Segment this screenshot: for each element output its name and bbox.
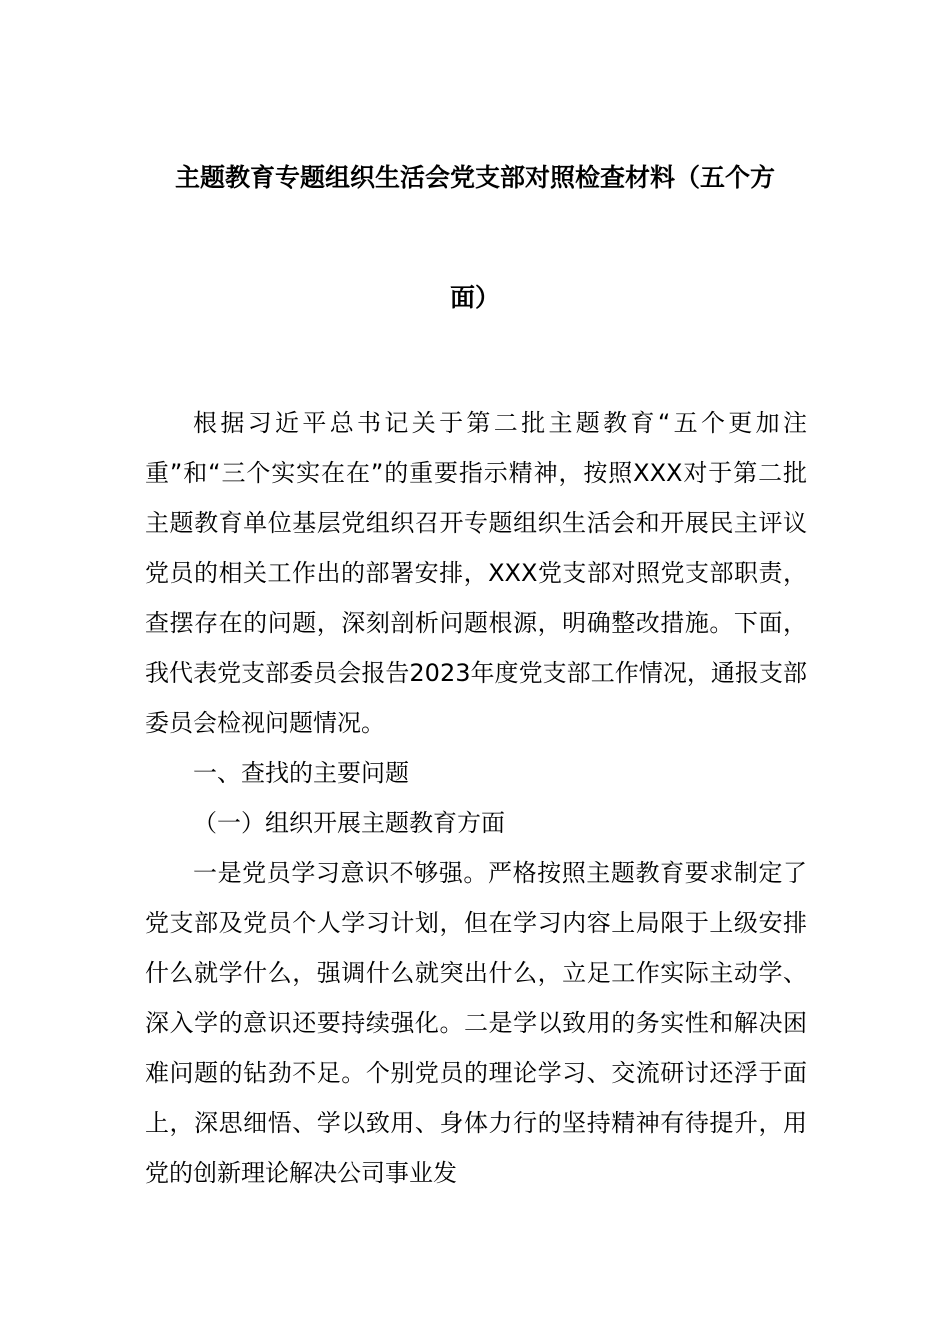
intro-paragraph: 根据习近平总书记关于第二批主题教育“五个更加注重”和“三个实实在在”的重要指示精神，按照XXX对于第二批主题教育单位基层党组织召开专题组织生活会和开展民主评议党员的相关工作出的部署安排，XXX党支部对照党支部职责，查摆存在的问题，深刻剖析问题根源，明确整改措施。下面，我代表党支部委员会报告2023年度党支部工作情况，通报支部委员会检视问题情况。 [145, 409, 807, 737]
subsection-heading: （一）组织开展主题教育方面 [193, 809, 505, 837]
document-body [145, 398, 807, 1198]
document-title-line-1: 主题教育专题组织生活会党支部对照检查材料（五个方 [174, 163, 775, 192]
section-heading: 一、查找的主要问题 [193, 759, 409, 787]
document-title-line-2: 面） [449, 283, 500, 312]
section-paragraph: 一是党员学习意识不够强。严格按照主题教育要求制定了党支部及党员个人学习计划，但在学习内容上局限于上级安排什么就学什么，强调什么就突出什么，立足工作实际主动学、深入学的意识还要持续强化。二是学以致用的务实性和解决困难问题的钻劲不足。个别党员的理论学习、交流研讨还浮于面上，深思细悟、学以致用、身体力行的坚持精神有待提升，用党的创新理论解决公司事业发 [145, 859, 807, 1187]
